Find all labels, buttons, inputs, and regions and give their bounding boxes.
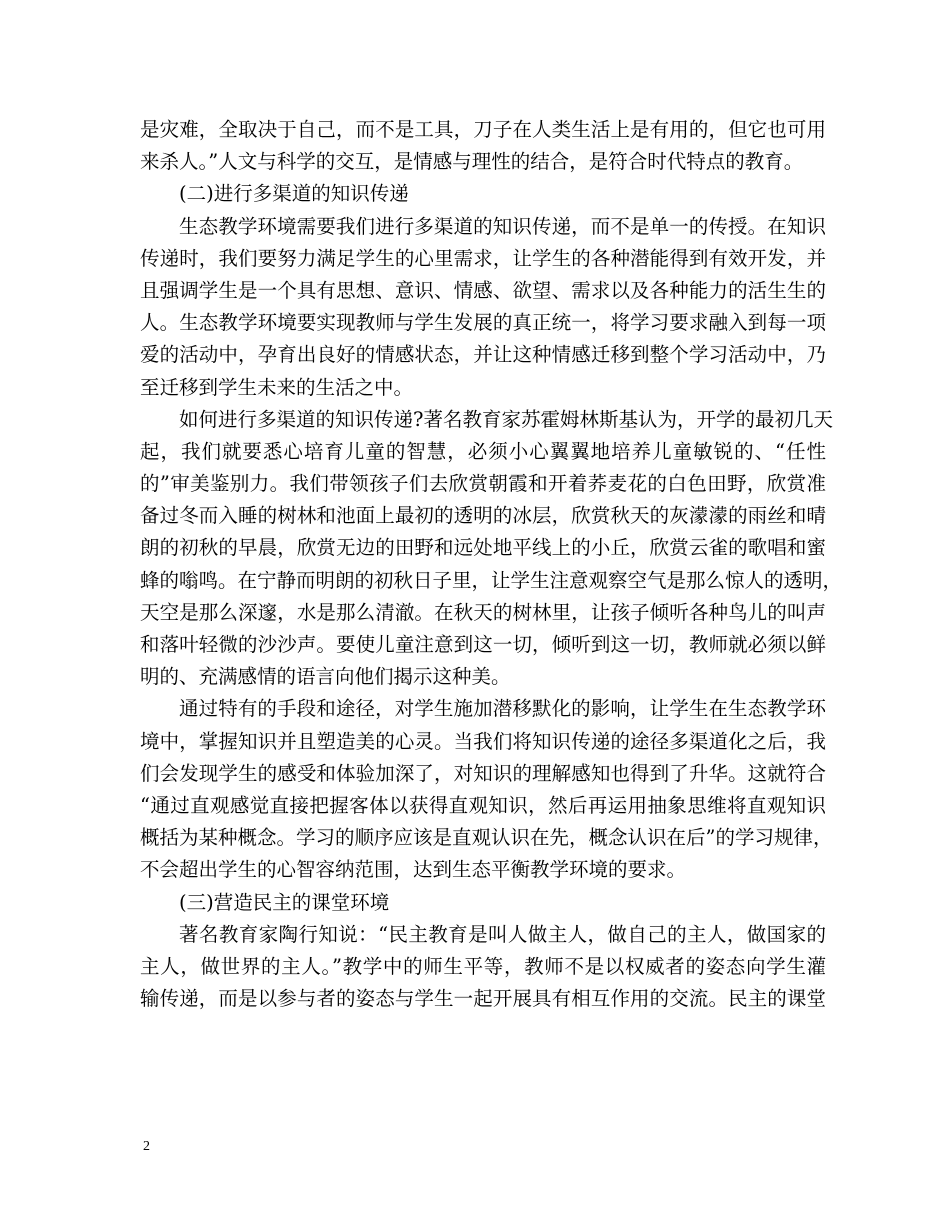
text-line: 人。生态教学环境要实现教师与学生发展的真正统一，将学习要求融入到每一项 xyxy=(140,311,826,335)
text-line: 如何进行多渠道的知识传递?著名教育家苏霍姆林斯基认为，开学的最初几天 xyxy=(179,407,833,431)
body-text xyxy=(140,114,843,1015)
text-line: 主人，做世界的主人。”教学中的师生平等，教师不是以权威者的姿态向学生灌 xyxy=(140,954,826,978)
text-line: 起，我们就要悉心培育儿童的智慧，必须小心翼翼地培养儿童敏锐的、“任性 xyxy=(140,439,826,463)
text-line: 蜂的嗡鸣。在宁静而明朗的初秋日子里，让学生注意观察空气是那么惊人的透明， xyxy=(140,568,843,592)
text-line: 备过冬而入睡的树林和池面上最初的透明的冰层，欣赏秋天的灰濛濛的雨丝和晴 xyxy=(140,504,826,528)
text-line: 且强调学生是一个具有思想、意识、情感、欲望、需求以及各种能力的活生生的 xyxy=(140,278,826,302)
text-line: “通过直观感觉直接把握客体以获得直观知识，然后再运用抽象思维将直观知识 xyxy=(140,793,826,817)
text-line: 传递时，我们要努力满足学生的心里需求，让学生的各种潜能得到有效开发，并 xyxy=(140,246,826,270)
text-line: 通过特有的手段和途径，对学生施加潜移默化的影响，让学生在生态教学环 xyxy=(179,697,826,721)
text-line: 概括为某种概念。学习的顺序应该是直观认识在先，概念认识在后”的学习规律， xyxy=(140,826,833,850)
text-line: 来杀人。”人文与科学的交互，是情感与理性的结合，是符合时代特点的教育。 xyxy=(140,150,804,174)
text-line: 明的、充满感情的语言向他们揭示这种美。 xyxy=(140,665,511,689)
text-line: 著名教育家陶行知说：“民主教育是叫人做主人，做自己的主人，做国家的 xyxy=(179,922,826,946)
text-line: 天空是那么深邃，水是那么清澈。在秋天的树林里，让孩子倾听各种鸟儿的叫声 xyxy=(140,600,826,624)
text-line: 和落叶轻微的沙沙声。要使儿童注意到这一切，倾听到这一切，教师就必须以鲜 xyxy=(140,633,826,656)
page-number: 2 xyxy=(143,1139,150,1154)
text-line: 的”审美鉴别力。我们带领孩子们去欣赏朝霞和开着荞麦花的白色田野，欣赏准 xyxy=(140,472,826,496)
text-line: 至迁移到学生未来的生活之中。 xyxy=(140,375,414,399)
text-line: 朗的初秋的早晨，欣赏无边的田野和远处地平线上的小丘，欣赏云雀的歌唱和蜜 xyxy=(140,536,826,560)
text-line: (二)进行多渠道的知识传递 xyxy=(179,182,409,206)
text-line: 爱的活动中，孕育出良好的情感状态，并让这种情感迁移到整个学习活动中，乃 xyxy=(140,343,826,367)
text-line: (三)营造民主的课堂环境 xyxy=(179,890,390,914)
text-line: 输传递，而是以参与者的姿态与学生一起开展具有相互作用的交流。民主的课堂 xyxy=(140,987,826,1011)
text-line: 生态教学环境需要我们进行多渠道的知识传递，而不是单一的传授。在知识 xyxy=(179,214,826,238)
text-line: 是灾难，全取决于自己，而不是工具，刀子在人类生活上是有用的，但它也可用 xyxy=(140,118,826,141)
text-line: 不会超出学生的心智容纳范围，达到生态平衡教学环境的要求。 xyxy=(140,858,687,882)
text-line: 们会发现学生的感受和体验加深了，对知识的理解感知也得到了升华。这就符合 xyxy=(140,761,826,785)
text-line: 境中，掌握知识并且塑造美的心灵。当我们将知识传递的途径多渠道化之后，我 xyxy=(140,729,826,753)
